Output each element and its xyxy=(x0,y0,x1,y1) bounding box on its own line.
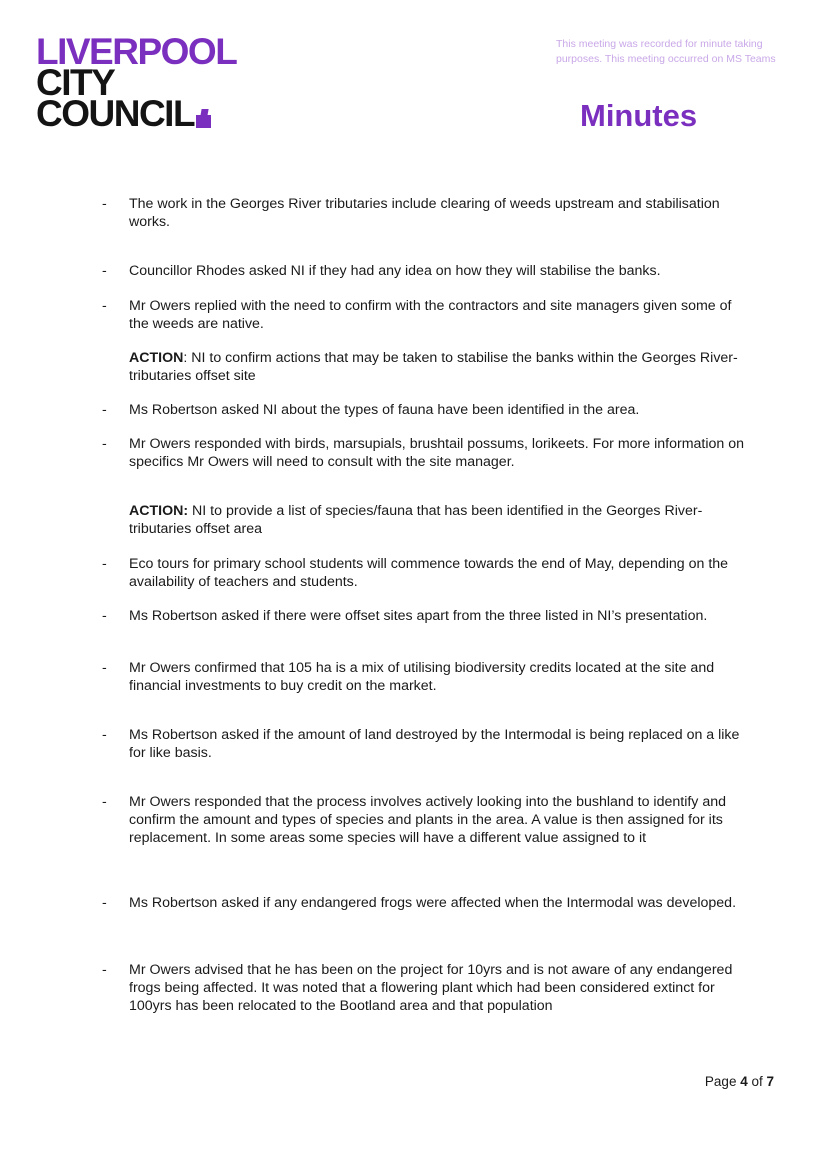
bullet-dash: - xyxy=(102,794,107,810)
minute-text: The work in the Georges River tributaries include clearing of weeds upstream and stabilisation works. xyxy=(129,196,720,230)
recording-note-line-2: purposes. This meeting occurred on MS Teams xyxy=(556,53,776,65)
minute-text: Councillor Rhodes asked NI if they had any idea on how they will stabilise the banks. xyxy=(129,263,661,279)
bullet-dash: - xyxy=(102,962,107,978)
bullet-dash: - xyxy=(102,608,107,624)
bullet-dash: - xyxy=(102,196,107,212)
minute-text: Mr Owers advised that he has been on the project for 10yrs and is not aware of any endangered frogs being affected. It was noted that a flowering plant which had been considered extinct for 100yrs has been relocated to the Bootland area and that population xyxy=(129,962,733,1014)
bullet-dash: - xyxy=(102,298,107,314)
minute-text: Ms Robertson asked NI about the types of fauna have been identified in the area. xyxy=(129,402,640,418)
page-total: 7 xyxy=(766,1074,774,1089)
minute-text: Mr Owers replied with the need to confirm with the contractors and site managers given some of the weeds are native. xyxy=(129,298,732,332)
bullet-dash: - xyxy=(102,556,107,572)
action-text: : NI to confirm actions that may be taken to stabilise the banks within the Georges River-tributaries offset site xyxy=(129,350,738,384)
action-label: ACTION: xyxy=(129,503,189,519)
action-item xyxy=(129,503,751,539)
minute-text: Mr Owers confirmed that 105 ha is a mix of utilising biodiversity credits located at the site and financial investments to buy credit on the market. xyxy=(129,660,715,694)
logo-line-2: CITY xyxy=(36,62,115,103)
page-prefix: Page xyxy=(704,1074,741,1089)
action-label: ACTION xyxy=(129,350,184,366)
minute-text: Ms Robertson asked if the amount of land destroyed by the Intermodal is being replaced on a like for like basis. xyxy=(129,727,740,761)
action-item xyxy=(129,350,751,386)
recording-note-line-1: This meeting was recorded for minute taking xyxy=(556,38,763,50)
minute-text: Ms Robertson asked if any endangered frogs were affected when the Intermodal was developed. xyxy=(129,895,737,911)
document-title: Minutes xyxy=(580,98,698,133)
logo-line-1: LIVERPOOL xyxy=(36,31,237,72)
council-logo xyxy=(36,31,237,134)
page-middle: of xyxy=(747,1074,767,1089)
bullet-dash: - xyxy=(102,895,107,911)
logo-line-3-text: COUNCIL xyxy=(36,93,195,134)
bullet-dash: - xyxy=(102,727,107,743)
minute-text: Eco tours for primary school students will commence towards the end of May, depending on the availability of teachers and students. xyxy=(129,556,729,590)
recording-note xyxy=(556,37,806,67)
logo-mark-icon xyxy=(196,115,211,128)
minute-text: Mr Owers responded with birds, marsupials, brushtail possums, lorikeets. For more information on specifics Mr Owers will need to consult with the site manager. xyxy=(129,436,745,470)
minute-text: Ms Robertson asked if there were offset sites apart from the three listed in NI’s presentation. xyxy=(129,608,708,624)
page-number xyxy=(705,1074,774,1089)
bullet-dash: - xyxy=(102,263,107,279)
bullet-dash: - xyxy=(102,660,107,676)
minute-text: Mr Owers responded that the process involves actively looking into the bushland to identify and confirm the amount and types of species and plants in the area. A value is then assigned for its replacement. In some areas some species will have a different value assigned to it xyxy=(129,794,726,846)
logo-line-3 xyxy=(36,93,236,134)
action-text: NI to provide a list of species/fauna that has been identified in the Georges River-tributaries offset area xyxy=(129,503,703,537)
bullet-dash: - xyxy=(102,402,107,418)
page-current: 4 xyxy=(740,1074,748,1089)
bullet-dash: - xyxy=(102,436,107,452)
